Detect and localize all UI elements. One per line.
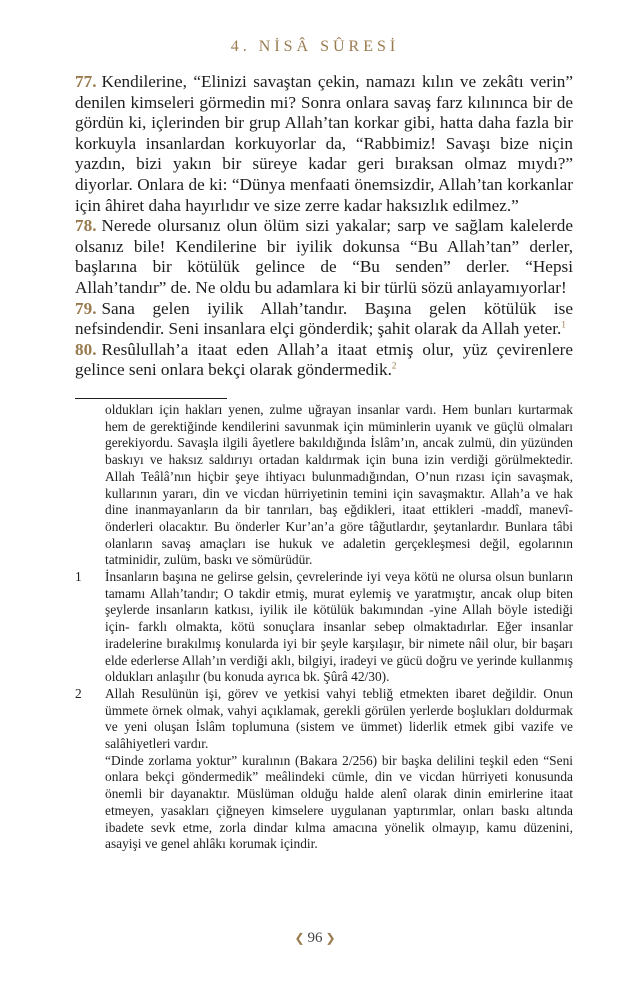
footnote-text: oldukları için hakları yenen, zulme uğrayan insanlar vardı. Hem bunları kurtarmak hem de gerektiğinde kendilerini savunmak için müminlerin uyanık ve güçlü olmaları gerekiyordu. Savaşla ilgili âyetlere bakıldığında İslâm’ın, ancak zulmü, din yüzünden baskıyı ve haksız saldırıyı ortadan kaldırmak için buna izin verdiği görülmektedir. Allah Teâlâ’nın hiçbir şeye ihtiyacı bulunmadığından, O’nun rızası için savaşmak, kullarının yararı, din ve vicdan hürriyetinin temini için savaşmaktır. Allah’a ve hak dine inanmayanların da bir tanrıları, baş eğdikleri, itaat ettikleri -maddî, manevî- önderleri olacaktır. Bu önderler Kur’an’a göre tâğutlardır, şeytanlardır. Bunlara tâbi olanların savaş amaçları ise hukuk ve adaletin gerçekleşmesi değil, egolarının tatminidir, zulüm, baskı ve sömürüdür. <box>105 402 573 568</box>
verse-78 <box>75 216 573 298</box>
footnote-marker[interactable]: 2 <box>391 360 397 371</box>
verse-80 <box>75 340 573 381</box>
running-header: 4. NİSÂ SÛRESİ <box>230 38 400 55</box>
footnotes <box>75 402 573 853</box>
footnote-marker[interactable]: 1 <box>561 319 566 330</box>
footnote-divider <box>75 398 227 399</box>
footnote-continuation <box>75 402 573 569</box>
footnote-number: 2 <box>75 685 82 701</box>
page-number: 96 <box>307 930 323 946</box>
verse-number: 77. <box>75 72 97 91</box>
footnote-text: “Dinde zorlama yoktur” kuralının (Bakara 2/256) bir başka delilini teşkil eden “Seni onlara bekçi göndermedik” meâlindeki cümle, din ve vicdan hürriyeti konusunda önemli bir dayanaktır. Müslüman olduğu halde alenî olarak dinin emirlerine itaat etmeyen, yasakları çiğneyen kimselere uygulanan yaptırımlar, onları baskı altında ibadete sevk etme, zorla dindar kılma amacına yönelik olmayıp, kamu düzenini, asayişi ve genel ahlâkı korumak içindir. <box>105 752 573 852</box>
footnote-number: 1 <box>75 569 82 585</box>
footnote-1 <box>75 569 573 686</box>
verse-text: Kendilerine, “Elinizi savaştan çekin, namazı kılın ve zekâtı verin” denilen kimseleri görmedin mi? Sonra onlara savaş farz kılınınca bir de gördün ki, içlerinden bir grup Allah’tan korkar gibi, hatta daha fazla bir korkuyla insanlardan korkuyorlar da, “Rabbimiz! Savaşı bize niçin yazdın, bizi yakın bir süreye kadar geri bıraksan olmaz mıydı?” diyorlar. Onlara de ki: “Dünya menfaati önemsizdir, Allah’tan korkanlar için âhiret daha hayırlıdır ve size zerre kadar haksızlık edilmez.” <box>75 72 573 215</box>
verse-block <box>75 72 573 381</box>
footnote-text: Allah Resulünün işi, görev ve yetkisi vahyi tebliğ etmekten ibaret değildir. Onun ümmete örnek olmak, vahyi açıklamak, gerekli görülen yerlerde boşlukları doldurmak ve yeni oluşan İslâm toplumuna (sistem ve ümmet) liderlik etmek gibi vazife ve salâhiyetleri vardır. <box>105 685 573 752</box>
ornament-right-icon: ❯ <box>325 931 336 945</box>
verse-79 <box>75 299 573 340</box>
verse-text: Resûlullah’a itaat eden Allah’a itaat etmiş olur, yüz çevirenlere gelince seni onlara bekçi olarak göndermedik. <box>75 339 573 380</box>
page-footer <box>0 930 630 947</box>
verse-number: 79. <box>75 298 97 318</box>
verse-77 <box>75 72 573 216</box>
verse-number: 80. <box>75 339 97 359</box>
footnote-number-blank <box>75 402 105 569</box>
verse-number: 78. <box>75 216 97 236</box>
footnote-text: İnsanların başına ne gelirse gelsin, çevrelerinde iyi veya kötü ne olursa olsun bunların tamamı Allah’tandır; O takdir etmiş, murat eylemiş ve yaratmıştır, ancak olup biten şeylerde insanların katkısı, iyilik ile kötülük bakımından -yine Allah böyle istediği için- farklı olmakta, kötü sonuçlara insanlar sebep olmaktadırlar. Eğer insanlar iradelerine bırakılmış konularda iyi bir şeyle karşılaşır, bir nimete nâil olur, bir başarı elde ederlerse Allah’ın verdiği aklı, bilgiyi, iradeyi ve gücü doğru ve yerinde kullanmış oldukları anlaşılır (bu konuda ayrıca bk. Şûrâ 42/30). <box>105 569 573 685</box>
ornament-left-icon: ❮ <box>294 931 305 945</box>
footnote-2 <box>75 686 573 853</box>
verse-text: Nerede olursanız olun ölüm sizi yakalar; sarp ve sağlam kalelerde olsanız bile! Kendilerine bir iyilik dokunsa “Bu Allah’tan” derler, başlarına bir kötülük gelince de “Bu senden” derler. “Hepsi Allah’tandır” de. Ne oldu bu adamlara ki bir türlü sözü anlayamıyorlar! <box>75 216 573 297</box>
verse-text: Sana gelen iyilik Allah’tandır. Başına gelen kötülük ise nefsindendir. Seni insanlara elçi gönderdik; şahit olarak da Allah yeter. <box>75 298 573 339</box>
